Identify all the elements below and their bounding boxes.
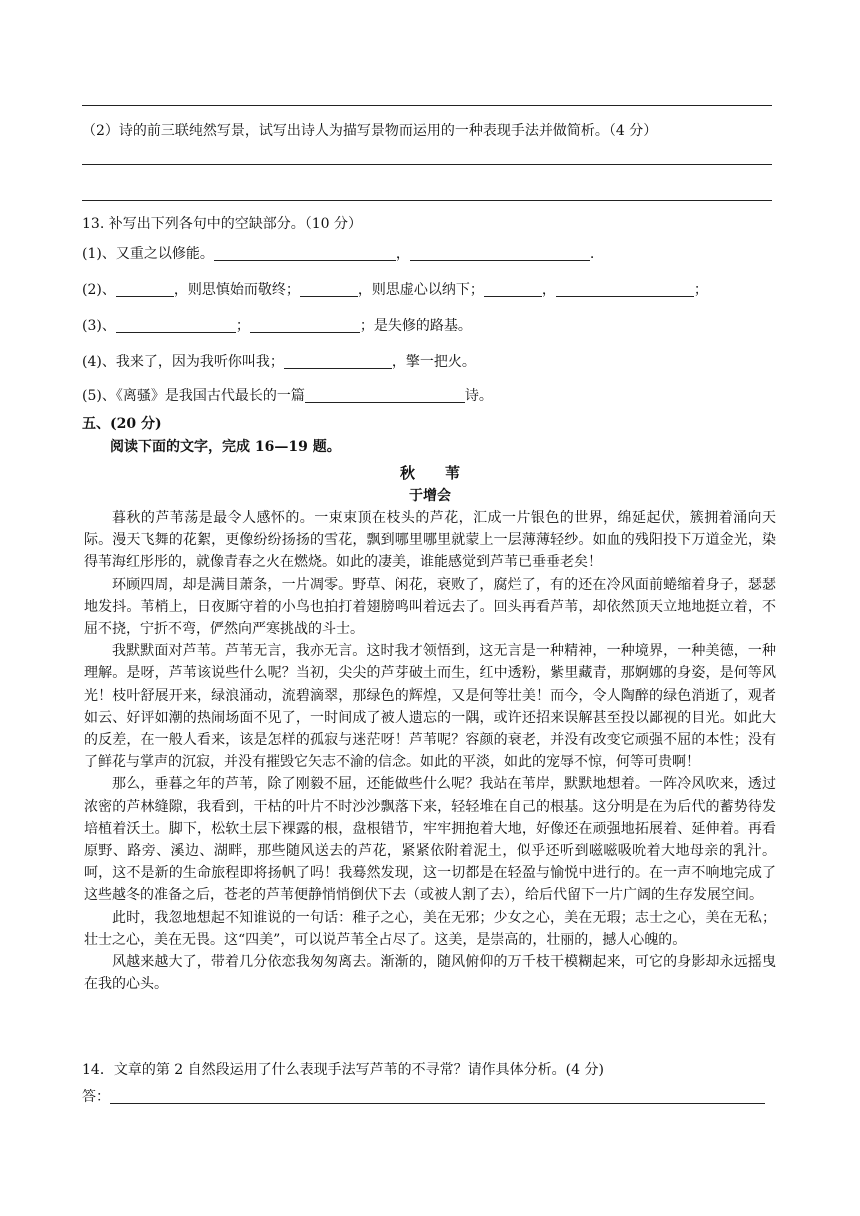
- essay-body: [84, 507, 776, 995]
- reading-instruction: 阅读下面的文字，完成 16—19 题。: [110, 439, 341, 455]
- item-text: ，则思虚心以纳下；: [357, 282, 484, 298]
- item-text: (3)、: [82, 318, 116, 334]
- paragraph: 暮秋的芦苇荡是最令人感怀的。一束束顶在枝头的芦花，汇成一片银色的世界，绵延起伏，簇拥着涌向天际。漫天飞舞的花絮，更像纷纷扬扬的雪花，飘到哪里哪里就蒙上一层薄薄轻纱。如血的残阳投下万道金光，染得苇海红彤彤的，就像青春之火在燃烧。如此的凄美，谁能感觉到芦苇已垂垂老矣！: [84, 510, 776, 571]
- answer-line: [82, 164, 772, 165]
- item-text: ，擎一把火。: [391, 354, 476, 370]
- essay-title: 秋 苇: [399, 464, 460, 482]
- item-text: ；是失修的路基。: [359, 318, 472, 334]
- fill-blank[interactable]: [250, 318, 360, 333]
- question-14: 14．文章的第 2 自然段运用了什么表现手法写芦苇的不寻常？请作具体分析。(4 分): [82, 1062, 604, 1078]
- paragraph: 风越来越大了，带着几分依恋我匆匆离去。渐渐的，随风俯仰的万千枝干模糊起来，可它的身影却永远摇曳在我的心头。: [84, 954, 776, 993]
- paragraph: 此时，我忽地想起不知谁说的一句话：稚子之心，美在无邪；少女之心，美在无瑕；志士之心，美在无私；壮士之心，美在无畏。这“四美”，可以说芦苇全占尽了。这美，是崇高的，壮丽的，撼人心魄的。: [84, 909, 776, 948]
- fill-blank[interactable]: [116, 282, 174, 297]
- answer-label: 答：: [82, 1089, 110, 1105]
- fill-blank[interactable]: [556, 282, 694, 297]
- item-text: (2)、: [82, 282, 116, 298]
- item-text: (5)、《离骚》是我国古代最长的一篇: [82, 388, 305, 404]
- fill-blank[interactable]: [116, 318, 236, 333]
- fill-blank[interactable]: [284, 354, 392, 369]
- item-text: (4)、我来了，因为我听你叫我；: [82, 354, 284, 370]
- item-text: ，: [541, 282, 556, 298]
- question-12-2: （2）诗的前三联纯然写景，试写出诗人为描写景物而运用的一种表现手法并做简析。（4 分）: [82, 123, 658, 139]
- question-13-item-3: [82, 317, 782, 335]
- item-text: ，则思慎始而敬终；: [173, 282, 300, 298]
- answer-line: [82, 200, 772, 201]
- paragraph: 那么，垂暮之年的芦苇，除了刚毅不屈，还能做些什么呢？我站在苇岸，默默地想着。一阵冷风吹来，透过浓密的芦林缝隙，我看到，干枯的叶片不时沙沙飘落下来，轻轻堆在自己的根基。这分明是在为后代的蓄势待发培植着沃土。脚下，松软土层下裸露的根，盘根错节，牢牢拥抱着大地，好像还在顽强地拓展着、延伸着。再看原野、路旁、溪边、湖畔，那些随风送去的芦花，紧紧依附着泥土，似乎还听到嗞嗞吸吮着大地母亲的乳汁。呵，这不是新的生命旅程即将扬帆了吗！我蓦然发现，这一切都是在轻盈与愉悦中进行的。在一声不响地完成了这些越冬的准备之后，苍老的芦苇便静悄悄倒伏下去（或被人割了去），给后代留下一片广阔的生存发展空间。: [84, 776, 776, 904]
- item-text: .: [589, 246, 595, 262]
- item-text: ；: [235, 318, 250, 334]
- question-13-title: 13. 补写出下列各句中的空缺部分。（10 分）: [82, 216, 362, 232]
- question-13-item-5: [82, 387, 782, 405]
- question-13-item-1: [82, 245, 782, 263]
- answer-blank[interactable]: [110, 1103, 765, 1104]
- paragraph: 我默默面对芦苇。芦苇无言，我亦无言。这时我才领悟到，这无言是一种精神，一种境界，一种美德，一种理解。是呀，芦苇该说些什么呢？当初，尖尖的芦芽破土而生，红中透粉，紫里藏青，那婀娜的身姿，是何等风光！枝叶舒展开来，绿浪涌动，流碧滴翠，那绿色的辉煌，又是何等壮美！而今，令人陶醉的绿色消逝了，观者如云、好评如潮的热闹场面不见了，一时间成了被人遗忘的一隅，或许还招来误解甚至投以鄙视的目光。如此大的反差，在一般人看来，该是怎样的孤寂与迷茫呀！芦苇呢？容颜的衰老，并没有改变它顽强不屈的本性；没有了鲜花与掌声的沉寂，并没有摧毁它矢志不渝的信念。如此的平淡，如此的宠辱不惊，何等可贵啊！: [84, 643, 776, 771]
- essay-author: 于增会: [409, 488, 451, 504]
- fill-blank[interactable]: [484, 282, 542, 297]
- item-text: ；: [693, 282, 708, 298]
- item-text: (1)、又重之以修能。: [82, 246, 214, 262]
- section-5-heading: 五、(20 分): [82, 416, 162, 432]
- fill-blank[interactable]: [300, 282, 358, 297]
- fill-blank[interactable]: [305, 388, 465, 403]
- fill-blank[interactable]: [410, 246, 590, 261]
- fill-blank[interactable]: [214, 246, 396, 261]
- question-13-item-2: [82, 281, 782, 299]
- answer-line: [82, 105, 772, 106]
- item-text: ，: [395, 246, 410, 262]
- item-text: 诗。: [464, 388, 493, 404]
- question-13-item-4: [82, 353, 782, 371]
- paragraph: 环顾四周，却是满目萧条，一片凋零。野草、闲花，衰败了，腐烂了，有的还在冷风面前蜷缩着身子，瑟瑟地发抖。苇梢上，日夜厮守着的小鸟也拍打着翅膀鸣叫着远去了。回头再看芦苇，却依然顶天立地地挺立着，不屈不挠，宁折不弯，俨然向严寒挑战的斗士。: [84, 576, 776, 638]
